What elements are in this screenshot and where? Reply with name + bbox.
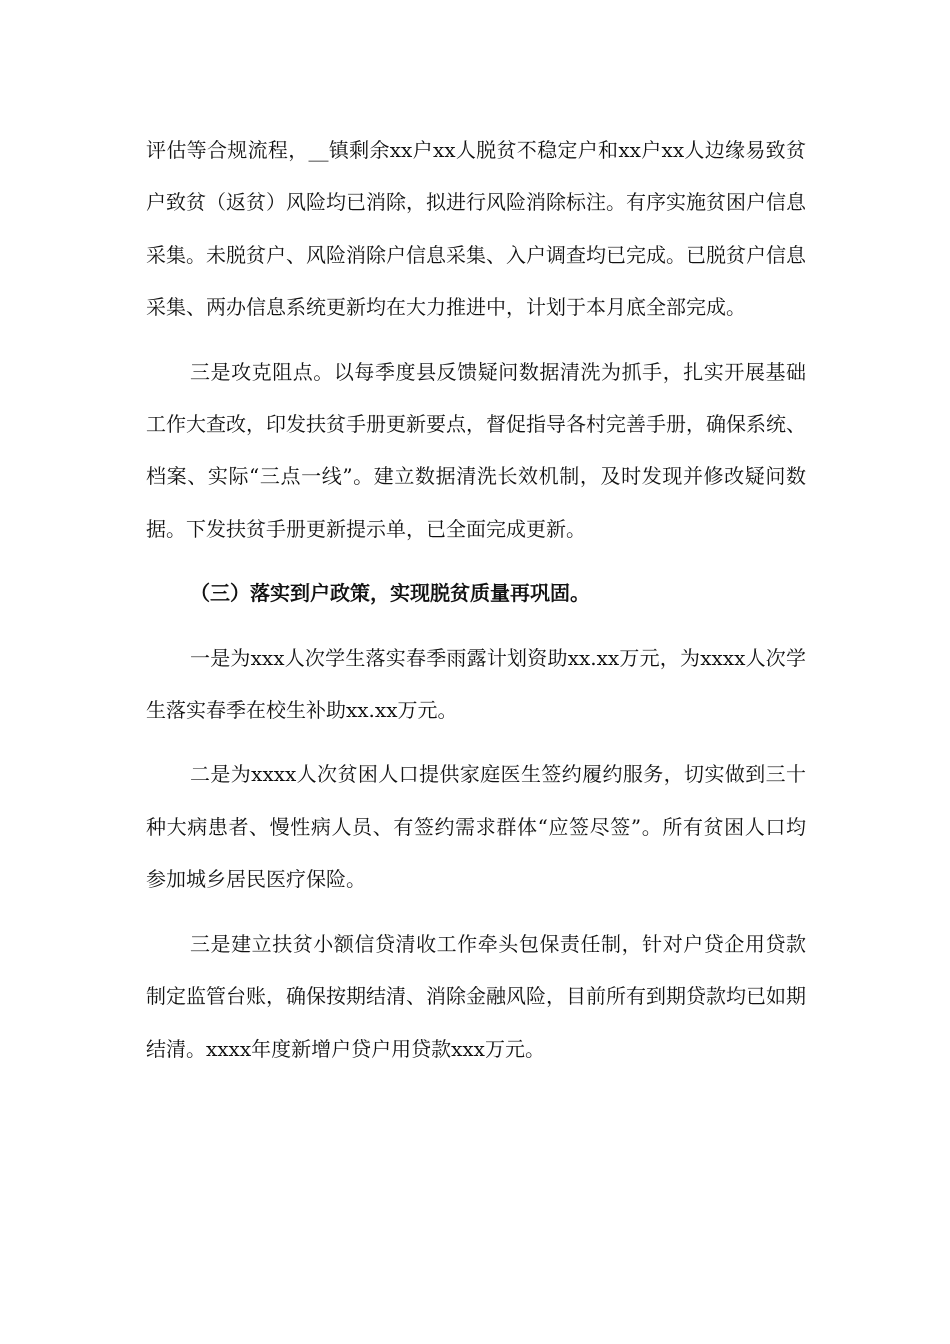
paragraph-gap: [146, 736, 806, 748]
paragraph-medical-service: 二是为xxxx人次贫困人口提供家庭医生签约履约服务，切实做到三十种大病患者、慢性病人员、有签约需求群体“应签尽签”。所有贫困人口均参加城乡居民医疗保险。: [146, 762, 806, 892]
paragraph-continuation: 评估等合规流程，__镇剩余xx户xx人脱贫不稳定户和xx户xx人边缘易致贫户致贫（返贫）风险均已消除，拟进行风险消除标注。有序实施贫困户信息采集。未脱贫户、风险消除户信息采集、入户调查均已完成。已脱贫户信息采集、两办信息系统更新均在大力推进中，计划于本月底全部完成。: [146, 138, 806, 320]
paragraph-gap: [146, 620, 806, 632]
paragraph-gap: [146, 334, 806, 346]
paragraph-gap: [146, 555, 806, 567]
document-body: [146, 124, 806, 1075]
paragraph-gap: [146, 906, 806, 918]
paragraph-tackle-obstacles: 三是攻克阻点。以每季度县反馈疑问数据清洗为抓手，扎实开展基础工作大查改，印发扶贫手册更新要点，督促指导各村完善手册，确保系统、档案、实际“三点一线”。建立数据清洗长效机制，及时发现并修改疑问数据。下发扶贫手册更新提示单，已全面完成更新。: [146, 359, 806, 541]
section-heading: （三）落实到户政策，实现脱贫质量再巩固。: [190, 581, 590, 606]
paragraph-education-aid: 一是为xxx人次学生落实春季雨露计划资助xx.xx万元，为xxxx人次学生落实春季在校生补助xx.xx万元。: [146, 645, 806, 723]
paragraph-microcredit: 三是建立扶贫小额信贷清收工作牵头包保责任制，针对户贷企用贷款制定监管台账，确保按期结清、消除金融风险，目前所有到期贷款均已如期结清。xxxx年度新增户贷户用贷款xxx万元。: [146, 931, 806, 1061]
